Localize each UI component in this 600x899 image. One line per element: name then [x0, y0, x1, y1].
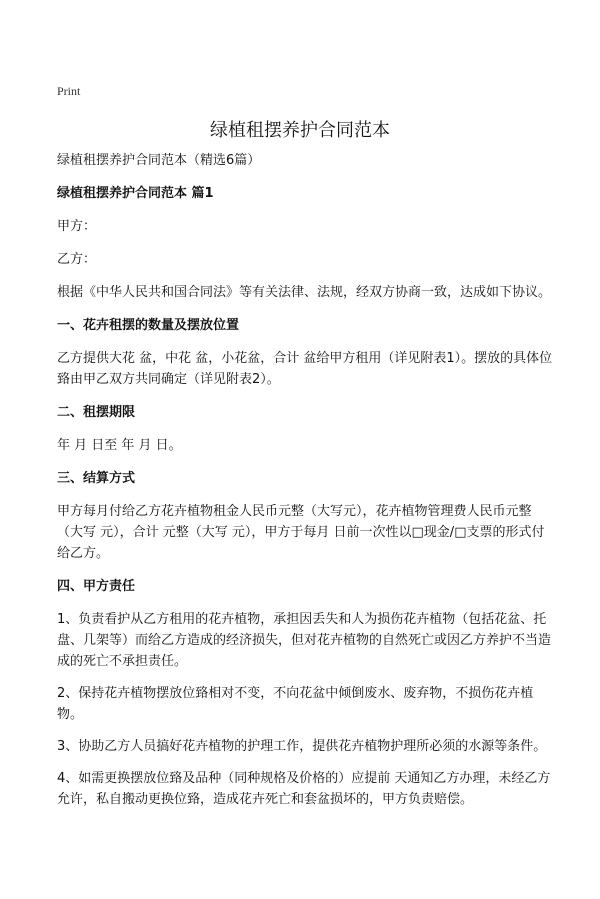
print-label: Print	[57, 84, 81, 98]
party-a-line: 甲方：	[57, 219, 97, 234]
paragraph-4-1: 1、负责看护从乙方租用的花卉植物，承担因丢失和人为损伤花卉植物（包括花盆、托盘、几架等）而给乙方造成的经济损失，但对花卉植物的自然死亡或因乙方养护不当造成的死亡不承担责任。	[57, 612, 552, 669]
heading-3: 三、结算方式	[57, 471, 136, 486]
paragraph-2: 年 月 日至 年 月 日。	[57, 438, 182, 453]
document-body	[57, 150, 557, 821]
paragraph-3: 甲方每月付给乙方花卉植物租金人民币元整（大写元），花卉植物管理费人民币元整（大写 元），合计 元整（大写 元），甲方于每月 日前一次性以□现金/□支票的形式付给乙方。	[57, 504, 545, 561]
page-title: 绿植租摆养护合同范本	[210, 120, 390, 141]
heading-2: 二、租摆期限	[57, 405, 136, 420]
paragraph-4-3: 3、协助乙方人员搞好花卉植物的护理工作，提供花卉植物护理所必须的水源等条件。	[57, 739, 547, 754]
intro-paragraph: 根据《中华人民共和国合同法》等有关法律、法规，经双方协商一致，达成如下协议。	[57, 285, 552, 300]
section-title: 绿植租摆养护合同范本 篇1	[57, 186, 214, 201]
heading-4: 四、甲方责任	[57, 579, 136, 594]
paragraph-4-2: 2、保持花卉植物摆放位臵相对不变，不向花盆中倾倒废水、废弃物，不损伤花卉植物。	[57, 686, 534, 722]
paragraph-4-4: 4、如需更换摆放位臵及品种（同种规格及价格的）应提前 天通知乙方办理，未经乙方允许，私自搬动更换位臵，造成花卉死亡和套盆损坏的，甲方负责赔偿。	[57, 771, 551, 807]
heading-1: 一、花卉租摆的数量及摆放位置	[57, 318, 240, 333]
paragraph-1: 乙方提供大花 盆，中花 盆，小花盆，合计 盆给甲方租用（详见附表1）。摆放的具体位臵由甲乙双方共同确定（详见附表2）。	[57, 351, 553, 387]
party-b-line: 乙方：	[57, 252, 97, 267]
document-subtitle: 绿植租摆养护合同范本（精选6篇）	[57, 153, 261, 168]
